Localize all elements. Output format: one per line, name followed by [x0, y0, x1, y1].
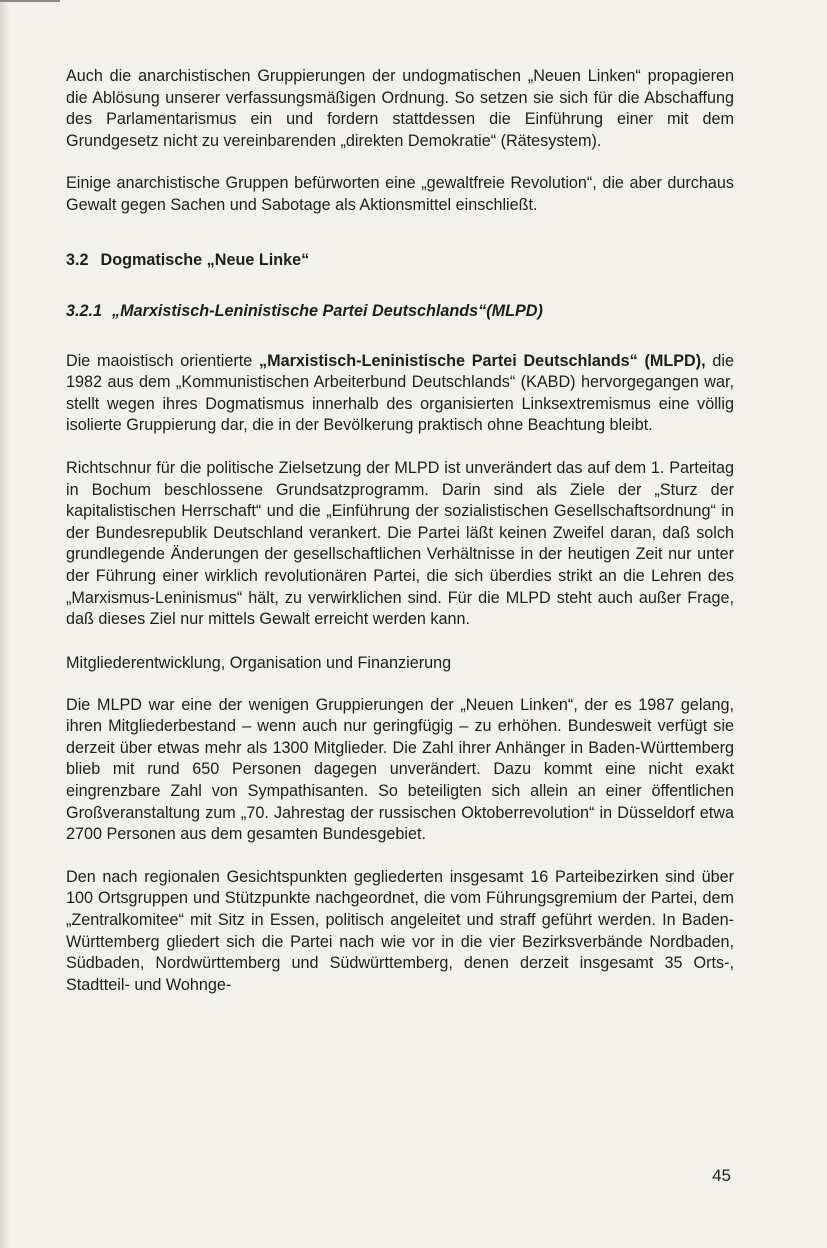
subsection-number: 3.2.1 — [66, 301, 103, 320]
paragraph-mlpd-intro-end: die 1982 aus dem „Kommunistischen Arbeiterbund Deutschlands“ (KABD) hervorgegangen war, stellt wegen ihres Dogmatismus innerhalb des organisierten Linksextremismus eine völlig isolierte Gruppierung dar, die in der Bevölkerung praktisch ohne Beachtung bleibt. — [66, 351, 734, 435]
scan-shadow-left — [0, 0, 10, 1248]
paragraph-mlpd-intro-start: Die maoistisch orientierte — [66, 351, 259, 370]
section-title: Dogmatische „Neue Linke“ — [100, 250, 310, 269]
subsection-title: „Marxistisch-Leninistische Partei Deutschlands“(MLPD) — [112, 301, 543, 320]
paragraph-organisation: Den nach regionalen Gesichtspunkten gegliederten insgesamt 16 Parteibezirken sind über 100 Ortsgruppen und Stützpunkte nachgeordnet, die vom Führungsgremium der Partei, dem „Zentralkomitee“ mit Sitz in Essen, politisch angeleitet und straff geführt werden. In Baden-Württemberg gliedert sich die Partei nach wie vor in die vier Bezirksverbände Nordbaden, Südbaden, Nordwürttemberg und Südwürttemberg, denen derzeit insgesamt 35 Orts-, Stadtteil- und Wohnge- — [66, 867, 734, 994]
section-heading — [66, 249, 734, 271]
party-name-bold: „Marxistisch-Leninistische Partei Deutschlands“ (MLPD), — [259, 351, 706, 370]
page-number: 45 — [712, 1166, 731, 1185]
page-body — [66, 66, 734, 996]
paragraph-anarchist-groups: Auch die anarchistischen Gruppierungen der undogmatischen „Neuen Linken“ propagieren die Ablösung unserer verfassungsmäßigen Ordnung. So setzen sie sich für die Abschaffung des Parlamentarismus ein und fordern stattdessen die Einführung einer mit dem Grundgesetz nicht zu vereinbarenden „direkten Demokratie“ (Rätesystem). — [66, 67, 734, 150]
paragraph-program: Richtschnur für die politische Zielsetzung der MLPD ist unverändert das auf dem 1. Parteitag in Bochum beschlossene Grundsatzprogramm. Darin sind als Ziele der „Sturz der kapitalistischen Herrschaft“ und die „Einführung der sozialistischen Gesellschaftsordnung“ in der Bundesrepublik Deutschland verankert. Die Partei läßt keinen Zweifel daran, daß solch grundlegende Änderungen der gesellschaftlichen Verhältnisse in der heutigen Zeit nur unter der Führung einer wirklich revolutionären Partei, die sich überdies strikt an die Lehren des „Marxismus-Leninismus“ hält, zu verwirklichen sind. Für die MLPD steht auch außer Frage, daß dieses Ziel nur mittels Gewalt erreicht werden kann. — [66, 458, 734, 629]
paragraph-nonviolent-revolution: Einige anarchistische Gruppen befürworten eine „gewaltfreie Revolution“, die aber durchaus Gewalt gegen Sachen und Sabotage als Aktionsmittel einschließt. — [66, 174, 734, 214]
paragraph-mlpd-intro — [66, 351, 734, 437]
paragraph-membership: Die MLPD war eine der wenigen Gruppierungen der „Neuen Linken“, der es 1987 gelang, ihren Mitgliederbestand – wenn auch nur geringfügig – zu erhöhen. Bundesweit verfügt sie derzeit über etwas mehr als 1300 Mitglieder. Die Zahl ihrer Anhänger in Baden-Württemberg blieb mit rund 650 Personen dagegen unverändert. Dazu kommt eine nicht exakt eingrenzbare Zahl von Sympathisanten. So beteiligten sich allein an einer öffentlichen Großveranstaltung zum „70. Jahrestag der russischen Oktoberrevolution“ in Düsseldorf etwa 2700 Personen aus dem gesamten Bundesgebiet. — [66, 695, 734, 844]
scan-mark-top — [0, 0, 60, 10]
subsection-heading — [66, 300, 734, 322]
heading-membership: Mitgliederentwicklung, Organisation und Finanzierung — [66, 653, 452, 672]
section-number: 3.2 — [66, 250, 89, 269]
